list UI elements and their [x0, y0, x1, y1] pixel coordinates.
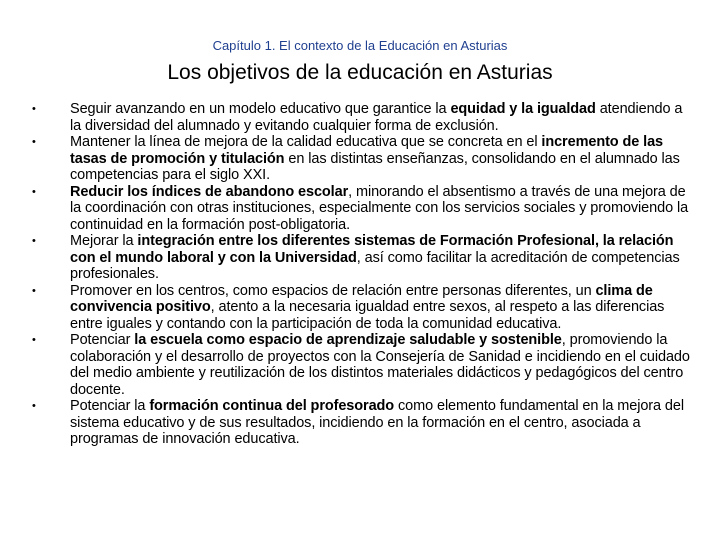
emphasis-text: equidad y la igualdad [450, 101, 596, 117]
list-item [30, 283, 690, 333]
objectives-list [30, 101, 690, 448]
body-text: Potenciar [70, 332, 135, 348]
body-text: Potenciar la [70, 398, 150, 414]
body-text: , atento a la necesaria igualdad entre sexos, al respeto a las diferencias entre iguales y contando con la participación de toda la comunidad educativa. [70, 299, 665, 332]
bullet-icon: • [32, 284, 36, 297]
bullet-icon: • [32, 136, 36, 148]
emphasis-text: incremento de las tasas de promoción y titulación [70, 134, 663, 167]
bullet-icon: • [32, 103, 36, 115]
list-item [30, 134, 690, 184]
emphasis-text: clima de convivencia positivo [70, 282, 653, 315]
emphasis-text: la escuela como espacio de aprendizaje saludable y sostenible [134, 332, 562, 348]
body-text: atendiendo a la diversidad del alumnado y evitando cualquier forma de exclusión. [70, 101, 683, 134]
emphasis-text: Reducir los índices de abandono escolar [70, 183, 349, 200]
chapter-heading: Capítulo 1. El contexto de la Educación en Asturias [212, 38, 508, 53]
bullet-icon: • [32, 400, 36, 412]
body-text: Mantener la línea de mejora de la calidad educativa que se concreta en el [70, 134, 542, 150]
bullet-icon: • [32, 235, 36, 247]
list-item [30, 332, 690, 398]
list-item [30, 101, 690, 134]
body-text: , promoviendo la colaboración y el desarrollo de proyectos con la Consejería de Sanidad e incidiendo en el cuidado del medio ambiente y reutilización de los distintos materiales didácticos y pedagógicos del centro docente. [70, 332, 690, 398]
bullet-icon: • [32, 334, 36, 346]
body-text: como elemento fundamental en la mejora del sistema educativo y de sus resultados, incidiendo en la formación en el centro, asociada a programas de innovación educativa. [70, 398, 684, 447]
body-text: Mejorar la [70, 233, 138, 249]
list-item [30, 184, 690, 234]
list-item [30, 233, 690, 283]
body-text: Seguir avanzando en un modelo educativo que garantice la [70, 101, 451, 117]
emphasis-text: integración entre los diferentes sistemas de Formación Profesional, la relación con el mundo laboral y con la Universidad [70, 233, 674, 266]
body-text: Promover en los centros, como espacios de relación entre personas diferentes, un [70, 282, 596, 299]
list-item [30, 398, 690, 448]
body-text: , así como facilitar la acreditación de competencias profesionales. [70, 249, 680, 282]
body-text: , minorando el absentismo a través de una mejora de la coordinación con otras instituciones, especialmente con los servicios sociales y promoviendo la continuidad en la formación post-obligatoria. [70, 183, 689, 233]
bullet-icon: • [32, 185, 36, 198]
slide-title: Los objetivos de la educación en Asturias [167, 61, 553, 84]
body-text: en las distintas enseñanzas, consolidando en el alumnado las competencias para el siglo XXI. [70, 150, 680, 183]
emphasis-text: formación continua del profesorado [149, 398, 395, 414]
